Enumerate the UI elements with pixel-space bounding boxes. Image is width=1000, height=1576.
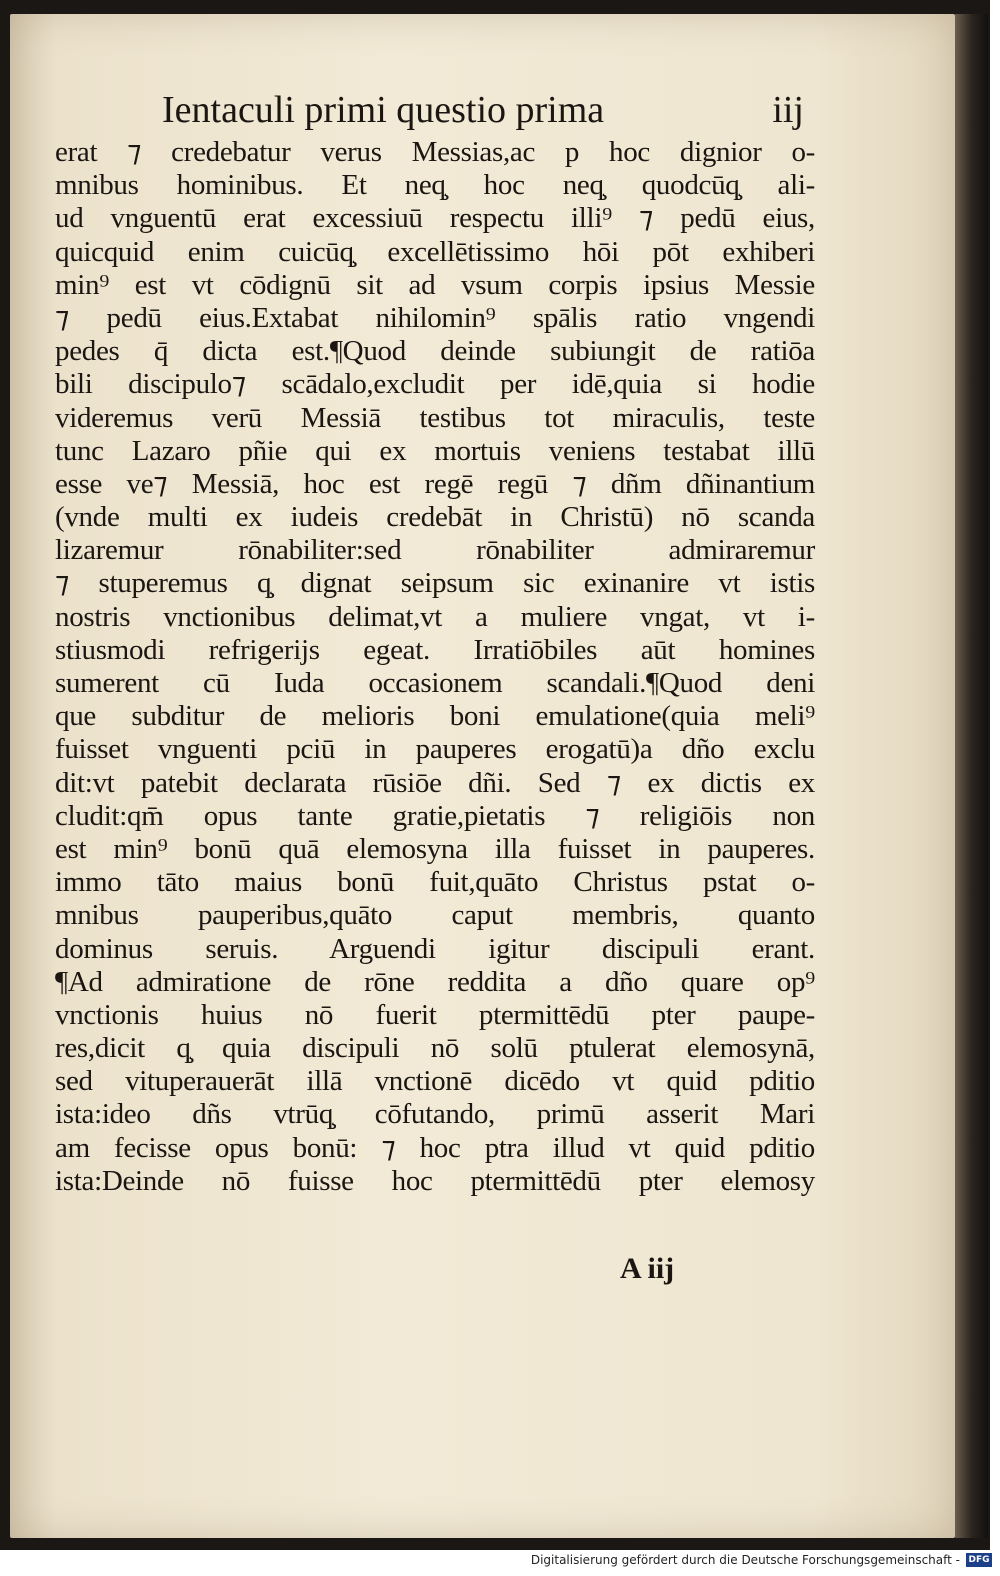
text-line: fuisset vnguenti pciū in pauperes erogatū)a dño exclu	[55, 733, 815, 766]
text-line: sed vituperauerāt illā vnctionē dicēdo vt quid pditio	[55, 1065, 815, 1098]
text-line: ista:ideo dñs vtrūq̧ cōfutando, primū asserit Mari	[55, 1098, 815, 1131]
text-line: mnibus pauperibus,quāto caput membris, quanto	[55, 899, 815, 932]
text-line: esse ve⁊ Messiā, hoc est regē regū ⁊ dñm dñinantium	[55, 467, 815, 500]
text-line: dominus seruis. Arguendi igitur discipuli erant.	[55, 932, 815, 965]
text-line: res,dicit q̧ quia discipuli nō solū ptulerat elemosynā,	[55, 1032, 815, 1065]
text-line: (vnde multi ex iudeis credebāt in Christū) nō scanda	[55, 501, 815, 534]
text-line: pedes q̄ dicta est.¶Quod deinde subiungit de ratiōa	[55, 335, 815, 368]
text-line: nostris vnctionibus delimat,vt a muliere vngat, vt i-	[55, 600, 815, 633]
text-line: ista:Deinde nō fuisse hoc ptermittēdū pter elemosy	[55, 1164, 815, 1197]
text-line: que subditur de melioris boni emulatione(quia meli⁹	[55, 700, 815, 733]
text-line: videremus verū Messiā testibus tot miraculis, teste	[55, 401, 815, 434]
text-block	[55, 136, 815, 1198]
text-line: bili discipulo⁊ scādalo,excludit per idē,quia si hodie	[55, 368, 815, 401]
signature-mark: A iij	[620, 1252, 675, 1285]
footer-credit: Digitalisierung gefördert durch die Deutsche Forschungsgemeinschaft -	[530, 1553, 960, 1567]
running-head-title: Ientaculi primi questio prima	[162, 89, 605, 131]
page-edge-shadow	[955, 14, 988, 1538]
text-line: erat ⁊ credebatur verus Messias,ac p hoc dignior o-	[55, 136, 815, 168]
text-line: min⁹ est vt cōdignū sit ad vsum corpis ipsius Messie	[55, 268, 815, 301]
text-line: ⁊ pedū eius.Extabat nihilomin⁹ spālis ratio vngendi	[55, 301, 815, 334]
text-line: vnctionis huius nō fuerit ptermittēdū pter paupe-	[55, 998, 815, 1031]
text-line: ⁊ stuperemus q̧ dignat seipsum sic exinanire vt istis	[55, 567, 815, 600]
text-line: ¶Ad admiratione de rōne reddita a dño quare op⁹	[55, 965, 815, 998]
text-line: dit:vt patebit declarata rūsiōe dñi. Sed ⁊ ex dictis ex	[55, 766, 815, 799]
text-line: am fecisse opus bonū: ⁊ hoc ptra illud vt quid pditio	[55, 1131, 815, 1164]
text-line: cludit:qm̄ opus tante gratie,pietatis ⁊ religiōis non	[55, 799, 815, 832]
folio-number: iij	[772, 89, 804, 131]
dfg-logo-icon: DFG	[966, 1553, 992, 1567]
text-line: est min⁹ bonū quā elemosyna illa fuisset in pauperes.	[55, 832, 815, 865]
text-line: ud vnguentū erat excessiuū respectu illi⁹ ⁊ pedū eius,	[55, 202, 815, 235]
text-line: sumerent cū Iuda occasionem scandali.¶Quod deni	[55, 667, 815, 699]
text-line: immo tāto maius bonū fuit,quāto Christus pstat o-	[55, 866, 815, 899]
running-head	[150, 88, 810, 138]
text-line: mnibus hominibus. Et neq̧ hoc neq̧ quodcūq̧ ali-	[55, 169, 815, 202]
text-line: stiusmodi refrigerijs egeat. Irratiōbiles aūt homines	[55, 633, 815, 666]
text-line: lizaremur rōnabiliter:sed rōnabiliter admiraremur	[55, 534, 815, 567]
text-line: quicquid enim cuicūq̧ excellētissimo hōi pōt exhiberi	[55, 235, 815, 268]
text-line: tunc Lazaro pñie qui ex mortuis veniens testabat illū	[55, 434, 815, 467]
